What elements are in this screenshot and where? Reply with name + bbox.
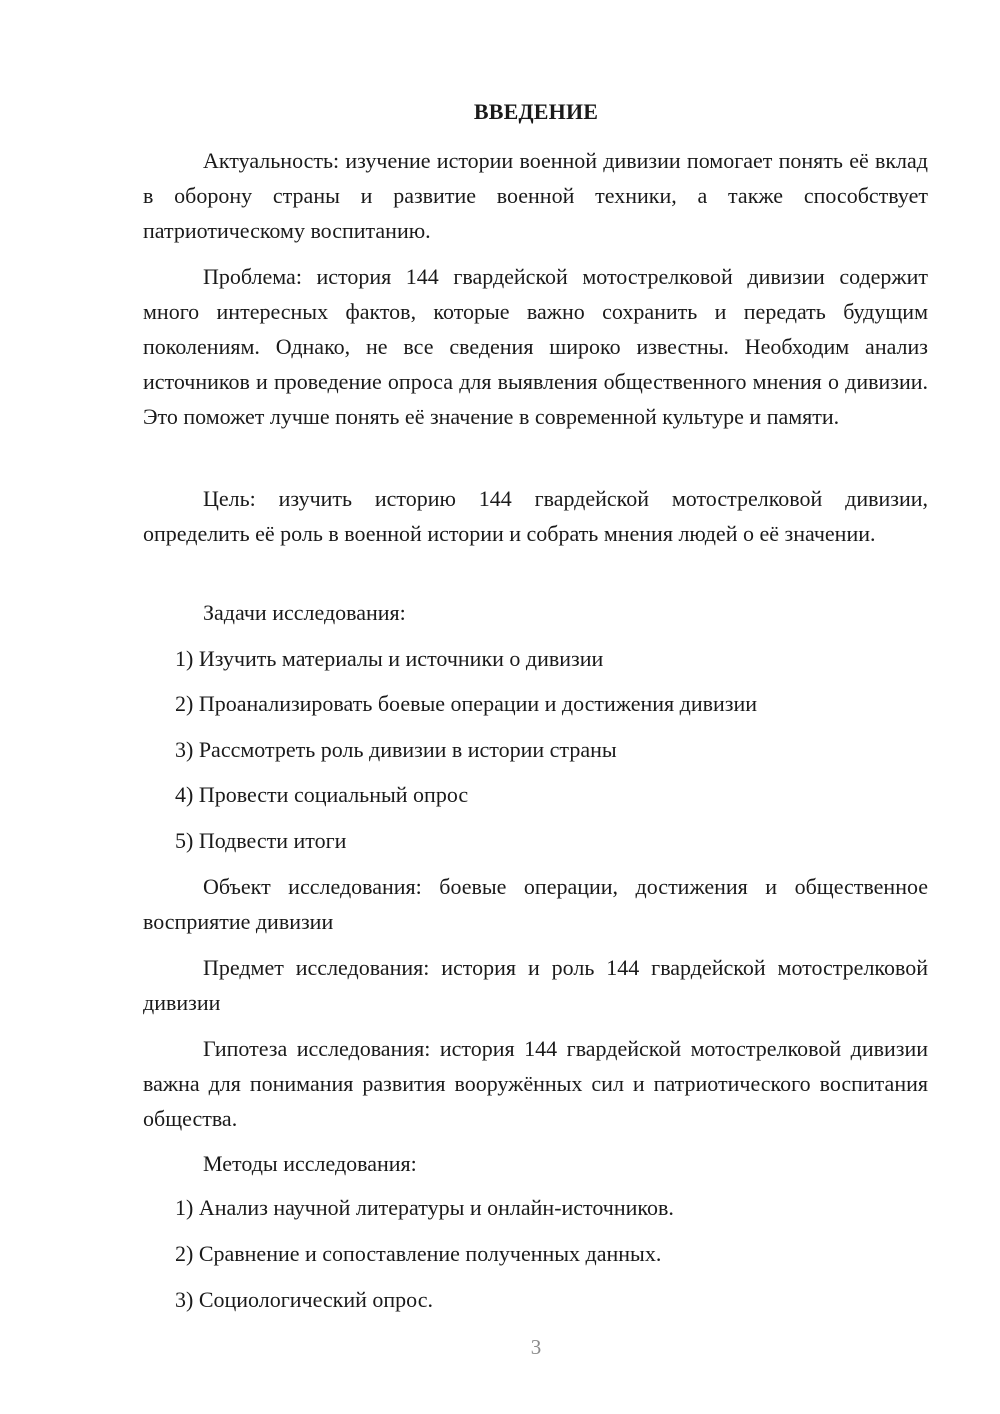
relevance-paragraph: Актуальность: изучение истории военной дивизии помогает понять её вклад в оборону страны и развитие военной техники, а также способствует патриотическому воспитанию. [143, 148, 928, 243]
task-item: 2) Проанализировать боевые операции и достижения дивизии [175, 691, 758, 716]
tasks-heading: Задачи исследования: [203, 600, 406, 625]
method-item: 1) Анализ научной литературы и онлайн-источников. [175, 1195, 674, 1220]
method-item: 3) Социологический опрос. [175, 1287, 433, 1312]
object-paragraph: Объект исследования: боевые операции, достижения и общественное восприятие дивизии [143, 874, 928, 934]
problem-paragraph: Проблема: история 144 гвардейской мотострелковой дивизии содержит много интересных фактов, которые важно сохранить и передать будущим поколениям. Однако, не все сведения широко известны. Необходим анализ источников и проведение опроса для выявления общественного мнения о дивизии. Это поможет лучше понять её значение в современной культуре и памяти. [143, 264, 928, 429]
subject-paragraph: Предмет исследования: история и роль 144 гвардейской мотострелковой дивизии [143, 955, 928, 1015]
methods-heading: Методы исследования: [203, 1151, 417, 1176]
hypothesis-paragraph: Гипотеза исследования: история 144 гвардейской мотострелковой дивизии важна для понимания развития вооружённых сил и патриотического воспитания общества. [143, 1036, 928, 1131]
section-title: ВВЕДЕНИЕ [473, 99, 599, 124]
task-item: 1) Изучить материалы и источники о дивизии [175, 646, 604, 671]
task-item: 5) Подвести итоги [175, 828, 347, 853]
page-number: 3 [530, 1335, 542, 1359]
goal-paragraph: Цель: изучить историю 144 гвардейской мотострелковой дивизии, определить её роль в военной истории и собрать мнения людей о её значении. [143, 486, 928, 546]
task-item: 4) Провести социальный опрос [175, 782, 469, 807]
method-item: 2) Сравнение и сопоставление полученных данных. [175, 1241, 662, 1266]
task-item: 3) Рассмотреть роль дивизии в истории страны [175, 737, 617, 762]
